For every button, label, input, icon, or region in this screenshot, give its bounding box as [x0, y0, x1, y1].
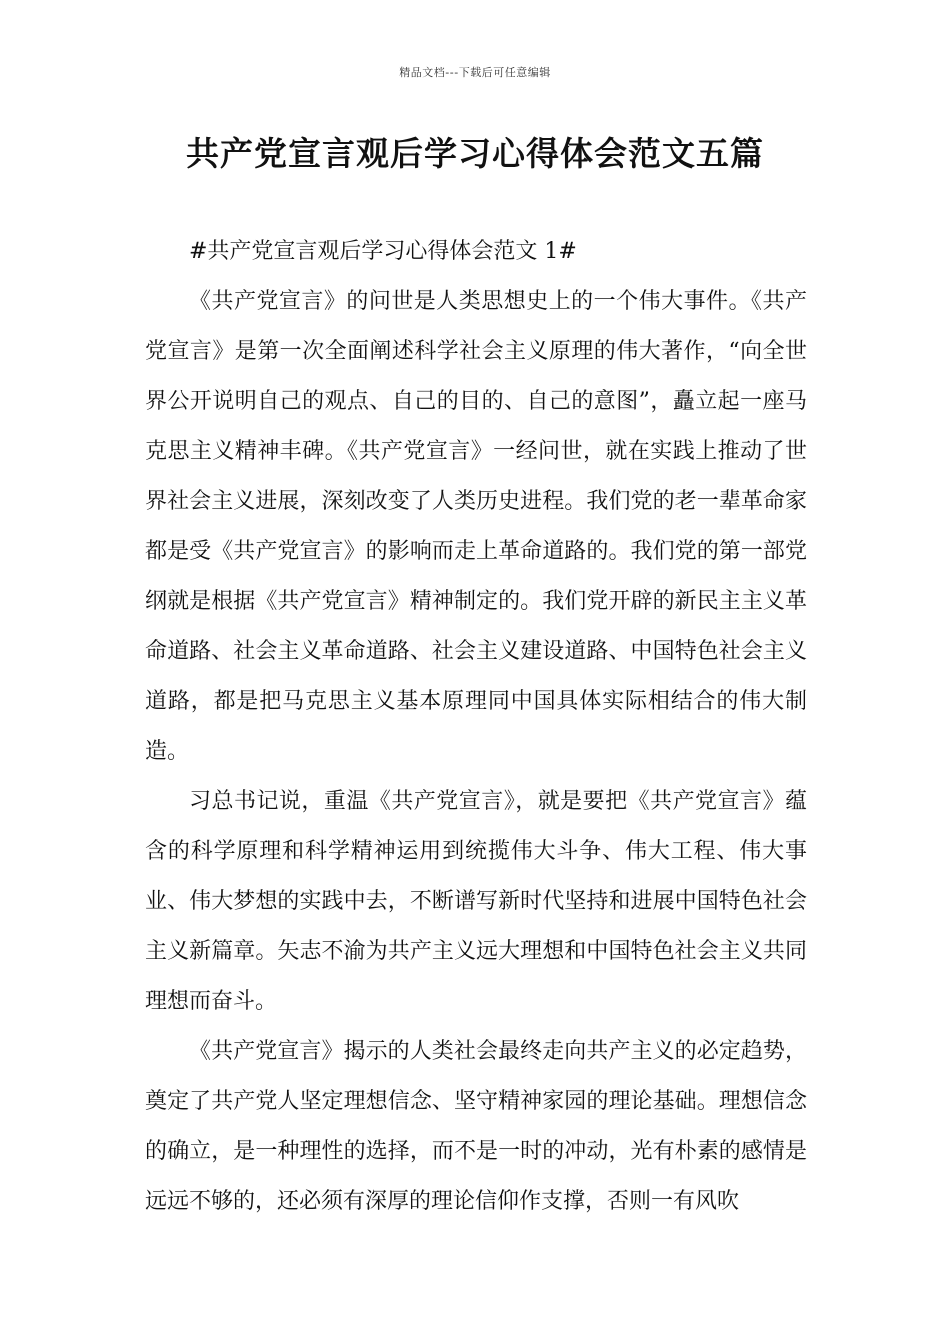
- document-body: [145, 227, 807, 1227]
- paragraph-1: 《共产党宣言》的问世是人类思想史上的一个伟大事件。《共产党宣言》是第一次全面阐述科学社会主义原理的伟大著作，“向全世界公开说明自己的观点、自己的目的、自己的意图”，矗立起一座马克思主义精神丰碑。《共产党宣言》一经问世，就在实践上推动了世界社会主义进展，深刻改变了人类历史进程。我们党的老一辈革命家都是受《共产党宣言》的影响而走上革命道路的。我们党的第一部党纲就是根据《共产党宣言》精神制定的。我们党开辟的新民主主义革命道路、社会主义革命道路、社会主义建设道路、中国特色社会主义道路，都是把马克思主义基本原理同中国具体实际相结合的伟大制造。: [145, 289, 807, 764]
- document-title: 共产党宣言观后学习心得体会范文五篇: [186, 134, 764, 173]
- paragraph-3: 《共产党宣言》揭示的人类社会最终走向共产主义的必定趋势，奠定了共产党人坚定理想信念、坚守精神家园的理论基础。理想信念的确立，是一种理性的选择，而不是一时的冲动，光有朴素的感情是远远不够的，还必须有深厚的理论信仰作支撑，否则一有风吹: [145, 1039, 807, 1214]
- section-heading: #共产党宣言观后学习心得体会范文 1#: [189, 239, 577, 264]
- paragraph-2: 习总书记说，重温《共产党宣言》，就是要把《共产党宣言》蕴含的科学原理和科学精神运用到统揽伟大斗争、伟大工程、伟大事业、伟大梦想的实践中去，不断谱写新时代坚持和进展中国特色社会主义新篇章。矢志不渝为共产主义远大理想和中国特色社会主义共同理想而奋斗。: [145, 789, 807, 1014]
- header-note: 精品文档---下载后可任意编辑: [399, 66, 551, 79]
